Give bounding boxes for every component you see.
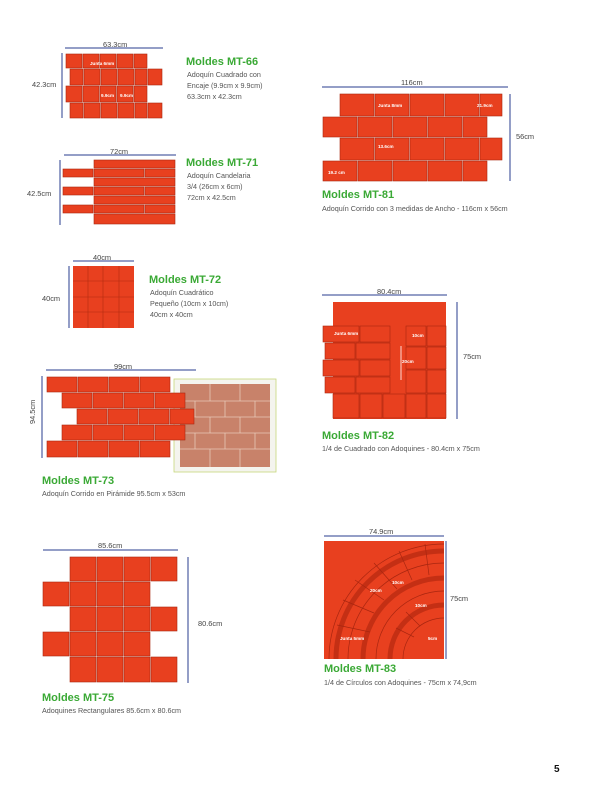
mt66-size-label-a: 9.9cm (101, 93, 115, 98)
mt73-title: Moldes MT-73 (42, 475, 115, 487)
mt72-title: Moldes MT-72 (149, 274, 222, 286)
mt73-width-label: 99cm (114, 362, 133, 371)
mt82-width-label: 80.4cm (377, 287, 402, 296)
mt72-desc-line-3: 40cm x 40cm (150, 310, 193, 319)
mt81-width-label: 116cm (401, 78, 423, 87)
mt83-title: Moldes MT-83 (324, 663, 397, 675)
mt83-joint-label: Junta 5mm (340, 636, 365, 641)
mt71-width-label: 72cm (110, 147, 129, 156)
mt66-desc-line-3: 63.3cm x 42.3cm (187, 92, 242, 101)
mt82-height-label: 75cm (463, 352, 482, 361)
mt71-title: Moldes MT-71 (186, 157, 259, 169)
mt66-size-label-b: 9.9cm (120, 93, 134, 98)
mt83-description: 1/4 de Círculos con Adoquines - 75cm x 74,9cm (324, 678, 477, 687)
mt81-joint-label: Junta 8mm (378, 103, 403, 108)
mt71-desc-line-3: 72cm x 42.5cm (187, 193, 236, 202)
mt82-size-label-a: 10cm (412, 333, 424, 338)
mt73-description: Adoquín Corrido en Pirámide 95.5cm x 53cm (42, 489, 186, 498)
mt83-size-label-b: 20cm (370, 588, 382, 593)
mt73-height-label: 94.5cm (28, 399, 37, 424)
mt81-title: Moldes MT-81 (322, 189, 395, 201)
mt66-width-label: 63.3cm (103, 40, 128, 49)
mt71-height-label: 42.5cm (27, 189, 52, 198)
mt81-description: Adoquín Corrido con 3 medidas de Ancho - 116cm x 56cm (322, 204, 508, 213)
mt71-desc-line-2: 3/4 (26cm x 6cm) (187, 182, 243, 191)
mt83-size-label-c: 10cm (415, 603, 427, 608)
mt72-desc-line-2: Pequeño (10cm x 10cm) (150, 299, 229, 308)
mt71-desc-line-1: Adoquín Candelaria (187, 171, 251, 180)
mt66-desc-line-2: Encaje (9.9cm x 9.9cm) (187, 81, 263, 90)
mt83-size-label-a: 10cm (392, 580, 404, 585)
mt82-size-label-b: 20cm (402, 359, 414, 364)
mt83-height-label: 75cm (450, 594, 469, 603)
mt66-joint-label: Junta 6mm (90, 61, 115, 66)
mt82-title: Moldes MT-82 (322, 430, 395, 442)
mt81-size-label-b: 13.6cm (378, 144, 394, 149)
mt66-title: Moldes MT-66 (186, 56, 259, 68)
mt83-size-label-d: 5cm (428, 636, 438, 641)
mt81-size-label-c: 19.2 cm (328, 170, 345, 175)
mt82-joint-label: Junta 6mm (334, 331, 359, 336)
page-number: 5 (554, 764, 560, 775)
mt72-desc-line-1: Adoquín Cuadrático (150, 288, 214, 297)
mt75-title: Moldes MT-75 (42, 692, 115, 704)
mt72-width-label: 40cm (93, 253, 112, 262)
mt66-desc-line-1: Adoquín Cuadrado con (187, 70, 261, 79)
mt75-height-label: 80.6cm (198, 619, 223, 628)
mt83-width-label: 74.9cm (369, 527, 394, 536)
mt82-description: 1/4 de Cuadrado con Adoquines - 80.4cm x 75cm (322, 444, 480, 453)
mt66-height-label: 42.3cm (32, 80, 57, 89)
mt81-height-label: 56cm (516, 132, 535, 141)
mt75-width-label: 85.6cm (98, 541, 123, 550)
mt72-height-label: 40cm (42, 294, 61, 303)
mt81-size-label-a: 21.9cm (477, 103, 493, 108)
mt75-description: Adoquines Rectangulares 85.6cm x 80.6cm (42, 706, 182, 715)
